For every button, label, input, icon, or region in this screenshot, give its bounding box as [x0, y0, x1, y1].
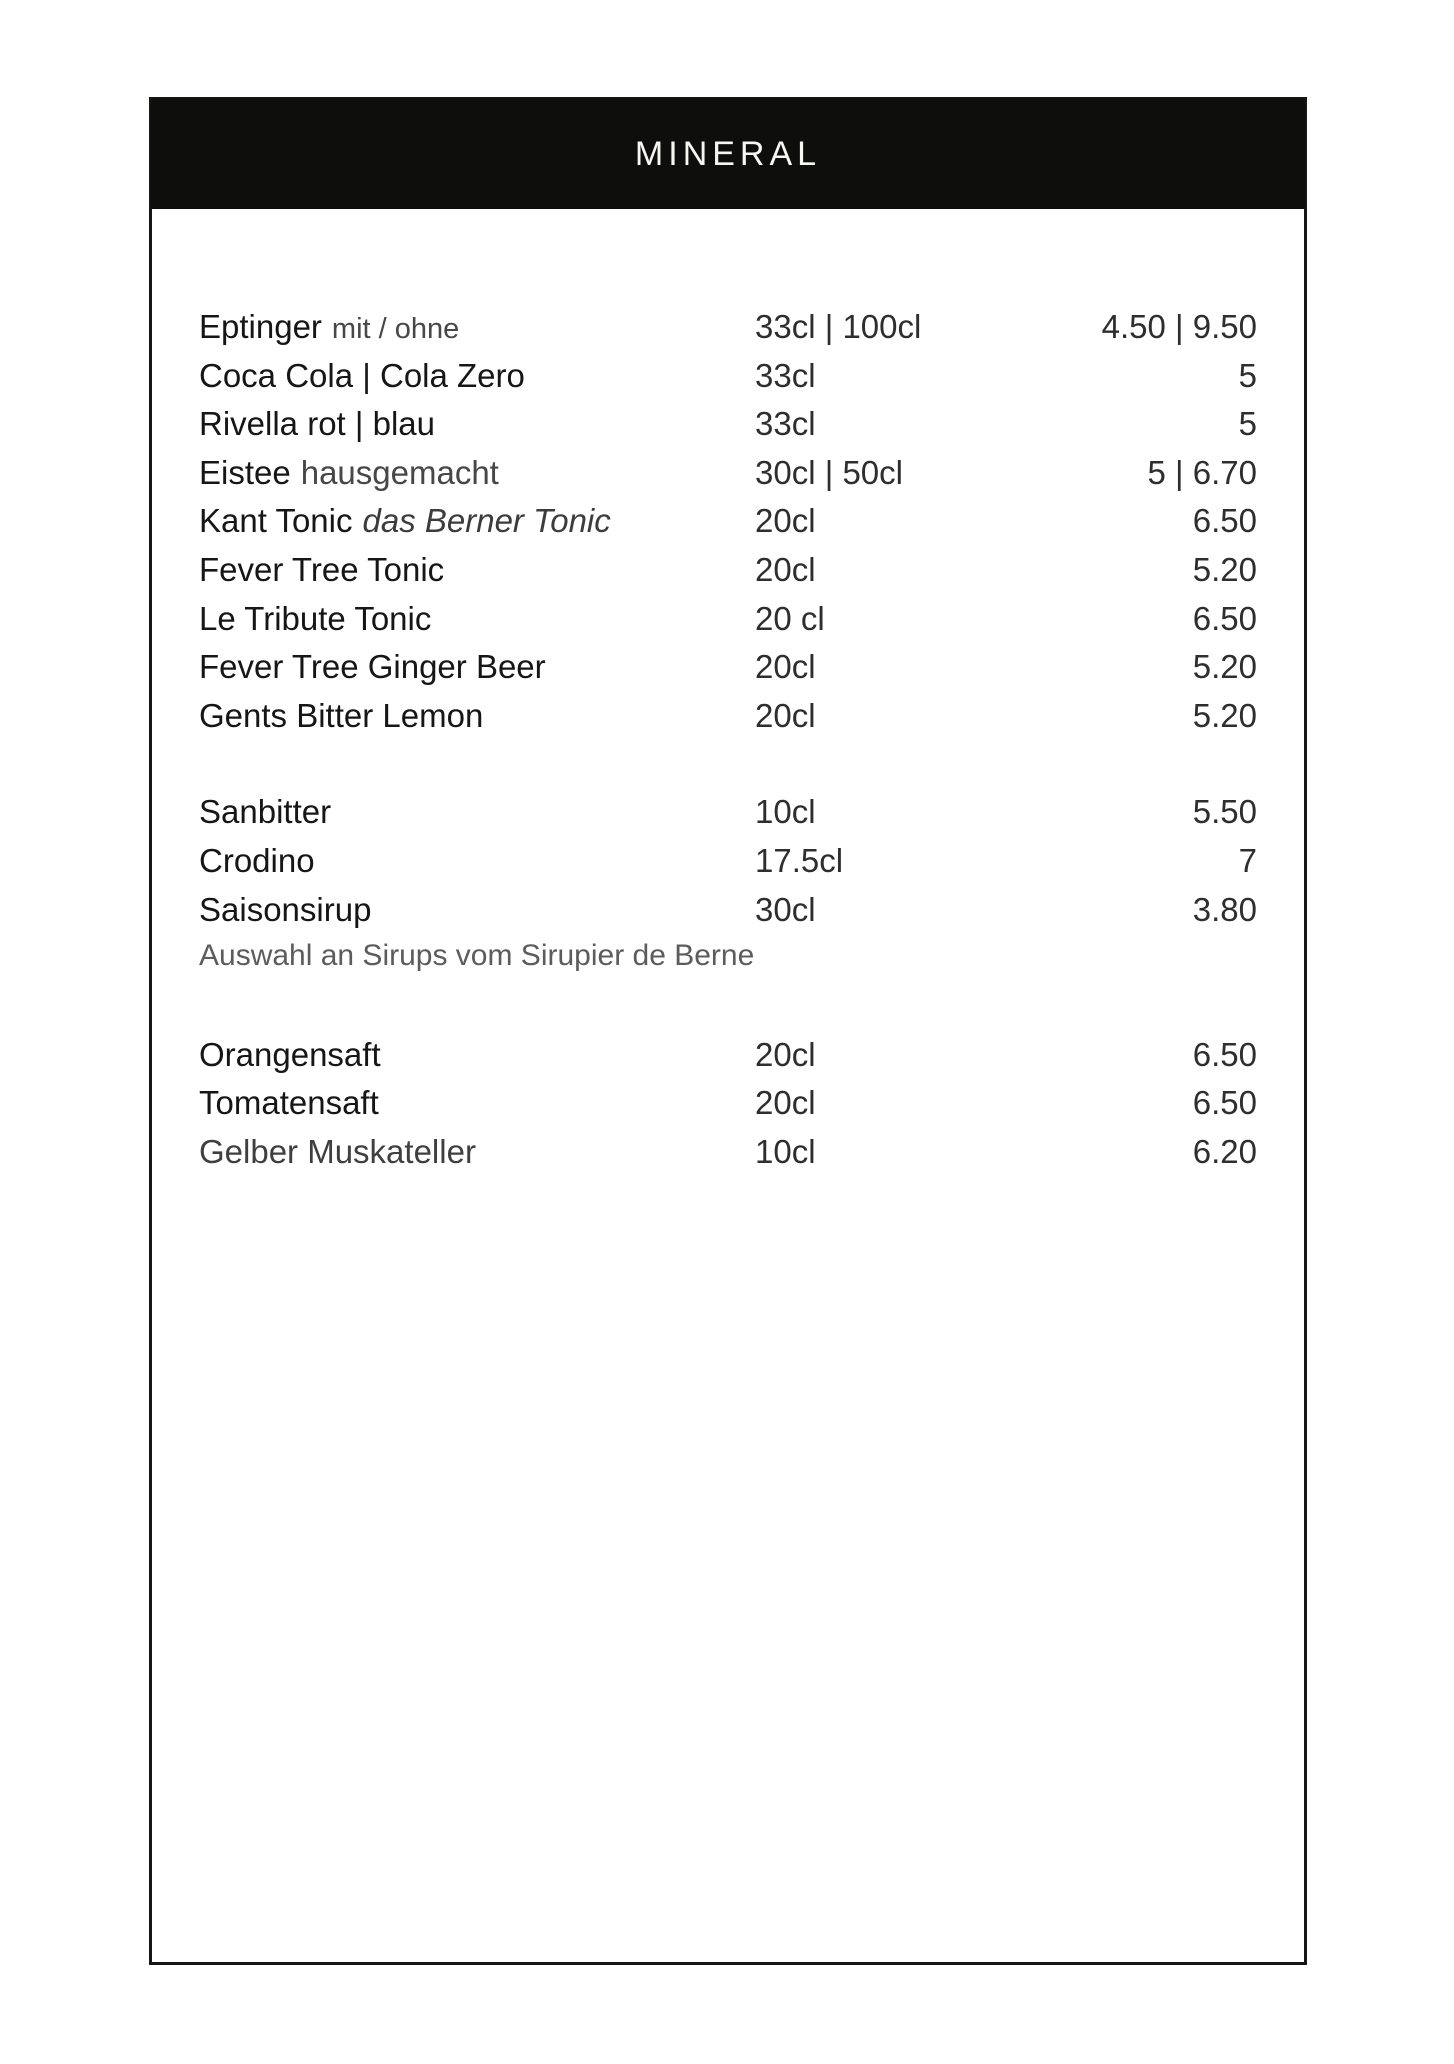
item-name-main: Tomatensaft [199, 1084, 379, 1122]
item-name [199, 454, 755, 492]
item-name [199, 648, 755, 686]
item-size: 20cl [755, 1084, 816, 1122]
item-price: 5 [1238, 356, 1257, 394]
item-price: 5 [1238, 405, 1257, 443]
item-size: 20cl [755, 550, 816, 588]
item-price: 6.50 [1192, 599, 1257, 637]
menu-item-row [199, 600, 1257, 649]
item-name [199, 502, 755, 540]
item-size: 30cl [755, 890, 816, 928]
item-name [199, 793, 755, 831]
item-size: 20cl [755, 696, 816, 734]
item-price: 4.50 | 9.50 [1101, 308, 1257, 345]
item-name [199, 697, 755, 735]
menu-item-row [199, 454, 1257, 503]
item-name-main: Kant Tonic [199, 502, 353, 540]
menu-item-row [199, 842, 1257, 891]
item-name-main: Orangensaft [199, 1035, 381, 1073]
item-price: 5.20 [1192, 648, 1257, 686]
item-size: 20cl [755, 502, 816, 540]
menu-section-aperitif-sirup [199, 793, 1257, 987]
menu-section-juices [199, 1036, 1257, 1182]
item-name-main: Fever Tree Tonic [199, 550, 445, 588]
menu-item-row [199, 1133, 1257, 1182]
item-price: 6.20 [1192, 1132, 1257, 1170]
menu-item-row [199, 405, 1257, 454]
menu-item-row [199, 793, 1257, 842]
item-name-main: Sanbitter [199, 793, 332, 831]
menu-header-bar [151, 99, 1305, 209]
item-name [199, 1133, 755, 1171]
item-name-main: Eistee [199, 453, 291, 491]
item-size: 20cl [755, 648, 816, 686]
item-size: 20 cl [755, 599, 825, 637]
menu-item-row [199, 1036, 1257, 1085]
section-note [199, 939, 1257, 988]
item-name-main: Saisonsirup [199, 890, 372, 928]
item-name-main: Gelber Muskateller [199, 1132, 476, 1170]
menu-content [152, 208, 1304, 1182]
item-name [199, 891, 755, 929]
item-name [199, 551, 755, 589]
page-title: MINERAL [634, 134, 822, 173]
item-price: 5.20 [1192, 696, 1257, 734]
menu-item-row [199, 1084, 1257, 1133]
item-name [199, 1084, 755, 1122]
menu-item-row [199, 357, 1257, 406]
item-size: 30cl | 50cl [755, 453, 903, 491]
item-name-main: Gents Bitter Lemon [199, 696, 484, 734]
item-size: 10cl [755, 1132, 816, 1170]
item-size: 20cl [755, 1035, 816, 1073]
item-name-main: Crodino [199, 841, 315, 879]
item-size: 10cl [755, 793, 816, 831]
item-price: 5.50 [1192, 793, 1257, 831]
item-name [199, 405, 755, 443]
section-note-text: Auswahl an Sirups vom Sirupier de Berne [199, 939, 755, 973]
item-name [199, 357, 755, 395]
menu-item-row [199, 648, 1257, 697]
item-size: 33cl [755, 356, 816, 394]
menu-item-row [199, 697, 1257, 746]
menu-item-row [199, 308, 1257, 357]
item-price: 6.50 [1192, 1035, 1257, 1073]
menu-item-row [199, 502, 1257, 551]
item-name-main: Fever Tree Ginger Beer [199, 648, 546, 686]
item-name-main: Eptinger [199, 308, 322, 345]
item-name [199, 1036, 755, 1074]
item-name-suffix: das Berner Tonic [362, 502, 611, 540]
item-name [199, 308, 755, 346]
item-price: 7 [1238, 841, 1257, 879]
item-price: 6.50 [1192, 502, 1257, 540]
item-name [199, 842, 755, 880]
item-size: 17.5cl [755, 841, 844, 879]
menu-item-row [199, 551, 1257, 600]
item-size: 33cl | 100cl [755, 308, 922, 345]
item-name-main: Coca Cola | Cola Zero [199, 356, 525, 394]
item-price: 6.50 [1192, 1084, 1257, 1122]
item-price: 5 | 6.70 [1147, 453, 1257, 491]
menu-frame [149, 97, 1307, 1965]
item-name-suffix: hausgemacht [300, 453, 499, 491]
item-name-suffix: mit / ohne [331, 313, 460, 345]
item-name-main: Rivella rot | blau [199, 405, 436, 443]
menu-section-softdrinks [199, 308, 1257, 745]
item-size: 33cl [755, 405, 816, 443]
menu-item-row [199, 891, 1257, 940]
item-price: 5.20 [1192, 550, 1257, 588]
item-name [199, 600, 755, 638]
item-name-main: Le Tribute Tonic [199, 599, 432, 637]
item-price: 3.80 [1192, 890, 1257, 928]
